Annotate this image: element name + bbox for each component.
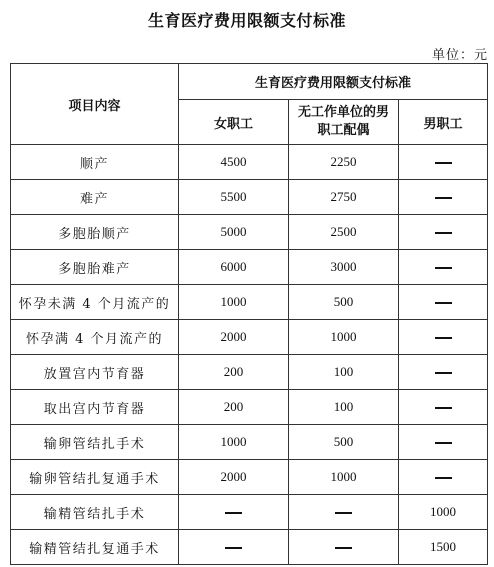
row-spouse-cell: 1000 (289, 320, 399, 355)
dash-mark (225, 547, 242, 549)
dash-mark (435, 372, 452, 374)
row-spouse-cell: 500 (289, 425, 399, 460)
row-item-cell: 输卵管结扎手术 (11, 425, 179, 460)
table-row (11, 460, 488, 495)
header-group: 生育医疗费用限额支付标准 (179, 64, 488, 100)
row-female-cell: 200 (179, 355, 289, 390)
dash-mark (435, 162, 452, 164)
header-spouse (289, 100, 399, 145)
dash-mark (435, 302, 452, 304)
dash-mark (225, 512, 242, 514)
row-female-cell: 200 (179, 390, 289, 425)
row-female-cell: 2000 (179, 320, 289, 355)
row-female-cell: 4500 (179, 145, 289, 180)
row-female-cell: 2000 (179, 460, 289, 495)
row-item-cell: 多胞胎顺产 (11, 215, 179, 250)
row-item-cell: 输精管结扎手术 (11, 495, 179, 530)
row-spouse-cell (289, 495, 399, 530)
row-spouse-cell: 2250 (289, 145, 399, 180)
row-male-cell (399, 320, 488, 355)
row-male-cell: 1000 (399, 495, 488, 530)
row-item-cell: 输精管结扎复通手术 (11, 530, 179, 565)
row-spouse-cell: 100 (289, 390, 399, 425)
table-row (11, 495, 488, 530)
unit-label: 单位：元 (431, 48, 488, 63)
header-male: 男职工 (399, 100, 488, 145)
row-female-cell: 5000 (179, 215, 289, 250)
fee-table (10, 63, 488, 565)
row-female-cell (179, 495, 289, 530)
table-row (11, 320, 488, 355)
row-item-cell: 怀孕满 4 个月流产的 (11, 320, 179, 355)
row-male-cell (399, 285, 488, 320)
dash-mark (435, 267, 452, 269)
header-spouse-text: 无工作单位的男职工配偶 (297, 105, 389, 138)
dash-mark (435, 337, 452, 339)
row-female-cell: 1000 (179, 425, 289, 460)
row-item-cell: 取出宫内节育器 (11, 390, 179, 425)
table-row (11, 285, 488, 320)
dash-mark (335, 512, 352, 514)
row-item-cell: 多胞胎难产 (11, 250, 179, 285)
header-row (11, 64, 488, 100)
page-title: 生育医疗费用限额支付标准 (147, 11, 346, 30)
header-item: 项目内容 (11, 64, 179, 145)
row-male-cell (399, 355, 488, 390)
dash-mark (435, 197, 452, 199)
row-spouse-cell: 100 (289, 355, 399, 390)
table-row (11, 250, 488, 285)
row-male-cell: 1500 (399, 530, 488, 565)
dash-mark (435, 477, 452, 479)
dash-mark (435, 232, 452, 234)
row-spouse-cell: 2500 (289, 215, 399, 250)
row-male-cell (399, 145, 488, 180)
row-male-cell (399, 250, 488, 285)
row-spouse-cell: 500 (289, 285, 399, 320)
row-item-cell: 输卵管结扎复通手术 (11, 460, 179, 495)
row-spouse-cell (289, 530, 399, 565)
table-row (11, 180, 488, 215)
table-row (11, 530, 488, 565)
table-row (11, 390, 488, 425)
table-row (11, 215, 488, 250)
row-male-cell (399, 460, 488, 495)
row-male-cell (399, 390, 488, 425)
row-female-cell (179, 530, 289, 565)
dash-mark (435, 442, 452, 444)
table-row (11, 425, 488, 460)
row-male-cell (399, 215, 488, 250)
row-spouse-cell: 3000 (289, 250, 399, 285)
row-female-cell: 1000 (179, 285, 289, 320)
header-female: 女职工 (179, 100, 289, 145)
table-row (11, 145, 488, 180)
row-item-cell: 难产 (11, 180, 179, 215)
row-male-cell (399, 425, 488, 460)
row-male-cell (399, 180, 488, 215)
row-female-cell: 6000 (179, 250, 289, 285)
table-body (11, 145, 488, 565)
row-spouse-cell: 2750 (289, 180, 399, 215)
row-item-cell: 怀孕未满 4 个月流产的 (11, 285, 179, 320)
dash-mark (335, 547, 352, 549)
row-female-cell: 5500 (179, 180, 289, 215)
table-row (11, 355, 488, 390)
row-spouse-cell: 1000 (289, 460, 399, 495)
row-item-cell: 放置宫内节育器 (11, 355, 179, 390)
row-item-cell: 顺产 (11, 145, 179, 180)
dash-mark (435, 407, 452, 409)
